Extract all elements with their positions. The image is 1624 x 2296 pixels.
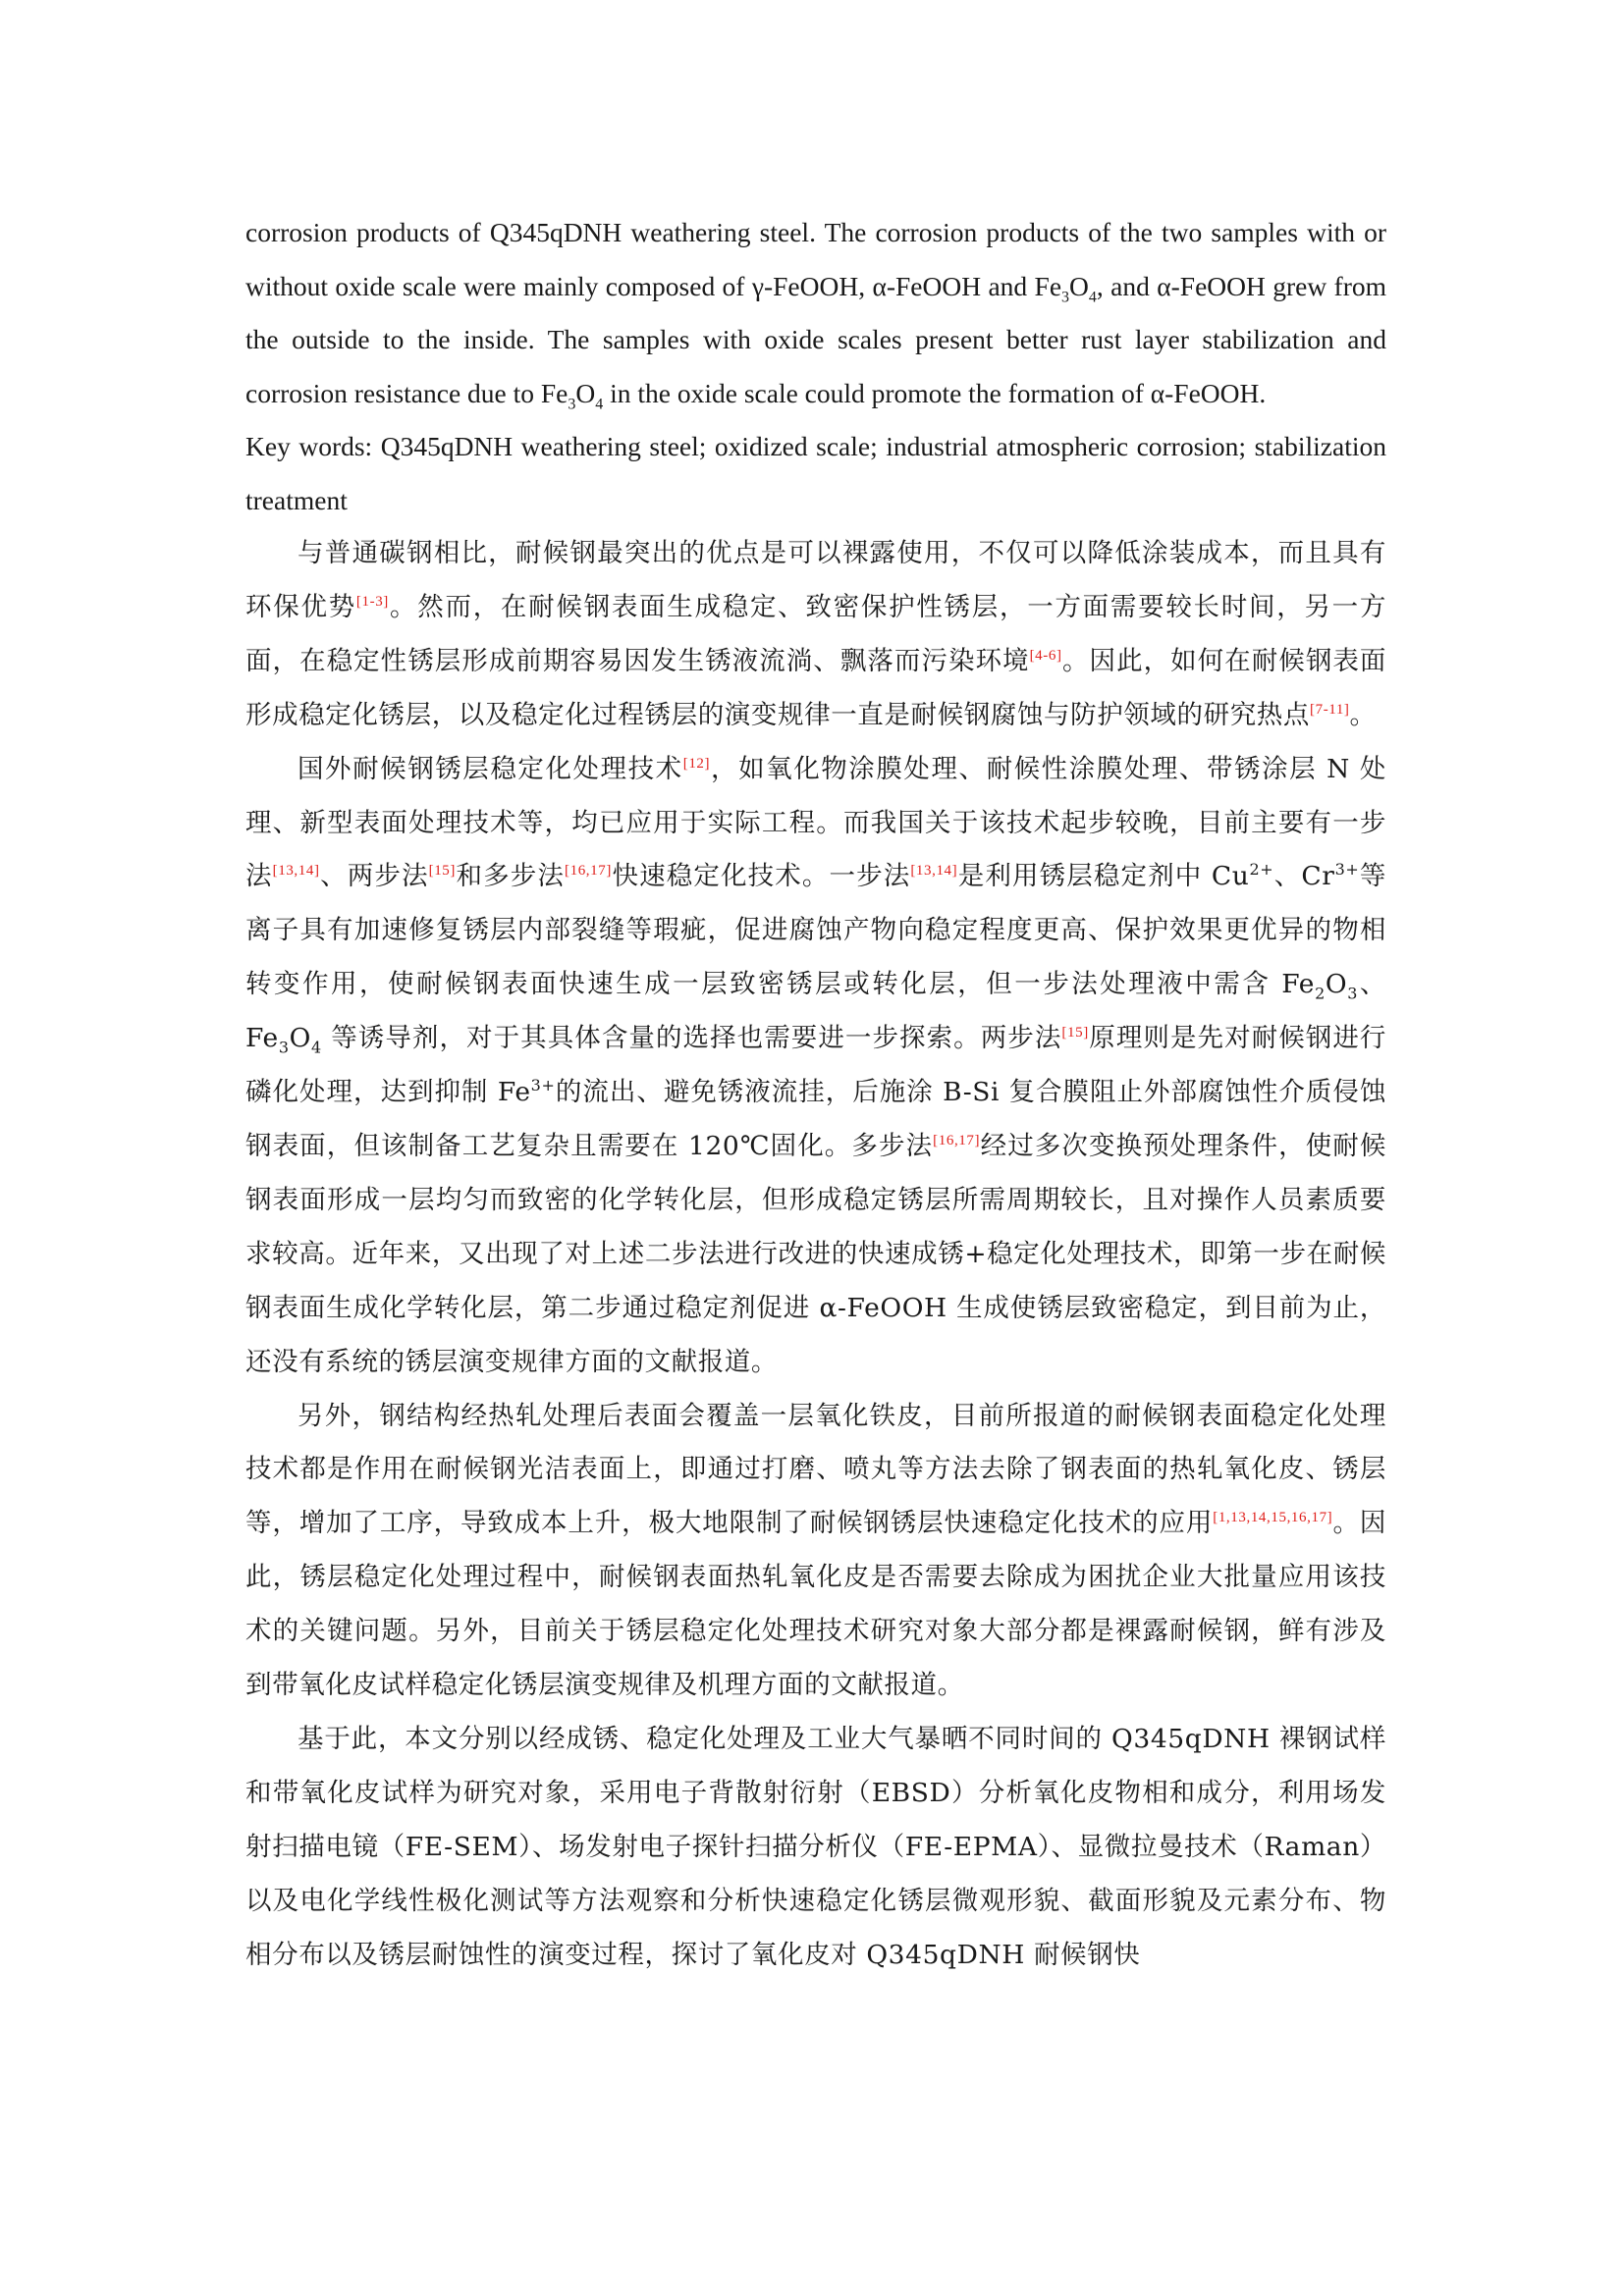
body-text: 与普通碳钢相比，耐候钢最突出的优点是可以裸露使用，不仅可以降低涂装成本，而且具有环保优势 xyxy=(245,538,1386,622)
abstract-text: O xyxy=(1069,270,1089,301)
body-text: 快速稳定化技术。一步法 xyxy=(611,861,911,892)
citation-ref[interactable]: [4-6] xyxy=(1029,647,1062,664)
body-text: 等诱导剂，对于其具体含量的选择也需要进一步探索。两步法 xyxy=(321,1023,1062,1054)
citation-ref[interactable]: [15] xyxy=(1061,1025,1089,1041)
superscript: 3+ xyxy=(530,1076,556,1095)
body-text: 。然而，在耐候钢表面生成稳定、致密保护性锈层，一方面需要较长时间，另一方面，在稳定性锈层形成前期容易因发生锈液流淌、飘落而污染环境 xyxy=(245,591,1386,676)
superscript: 2+ xyxy=(1249,860,1274,880)
body-text: 等离子具有加速修复锈层内部裂缝等瑕疵，促进腐蚀产物向稳定程度更高、保护效果更优异的物相转变作用，使耐候钢表面快速生成一层致密锈层或转化层，但一步法处理液中需含 Fe xyxy=(245,861,1386,1000)
body-text: 基于此，本文分别以经成锈、稳定化处理及工业大气暴晒不同时间的 Q345qDNH 裸钢试样和带氧化皮试样为研究对象，采用电子背散射衍射（EBSD）分析氧化皮物相和成分，利用场发射扫描电镜（FE-SEM）、场发射电子探针扫描分析仪（FE-EPMA）、显微拉曼技术（Raman）以及电化学线性极化测试等方法观察和分析快速稳定化锈层微观形貌、截面形貌及元素分布、物相分布以及锈层耐蚀性的演变过程，探讨了氧化皮对 Q345qDNH 耐候钢快 xyxy=(245,1723,1386,1970)
body-text: 和多步法 xyxy=(455,861,565,892)
citation-ref[interactable]: [16,17] xyxy=(933,1133,981,1149)
citation-ref[interactable]: [12] xyxy=(682,755,711,772)
citation-ref[interactable]: [1-3] xyxy=(355,594,389,611)
citation-ref[interactable]: [1,13,14,15,16,17] xyxy=(1213,1510,1333,1526)
body-text: O xyxy=(289,1023,311,1054)
abstract-text: , and α-FeOOH grew from the outside to the inside. The samples with oxide scales present better rust layer stabilization and corrosion resistance due to Fe xyxy=(245,270,1387,408)
body-text: 。 xyxy=(1349,699,1377,730)
abstract-tail xyxy=(245,206,1386,420)
keywords: Key words: Q345qDNH weathering steel; oxidized scale; industrial atmospheric corrosion; stabilization treatment xyxy=(245,431,1386,515)
intro-paragraph-2 xyxy=(245,743,1386,1390)
subscript: 3 xyxy=(1347,984,1358,1003)
citation-ref[interactable]: [7-11] xyxy=(1310,701,1350,718)
subscript: 4 xyxy=(310,1038,322,1057)
body-text: 、Cr xyxy=(1273,861,1335,892)
intro-paragraph-3 xyxy=(245,1390,1386,1713)
subscript: 2 xyxy=(1315,984,1326,1003)
body-text: 是利用锈层稳定剂中 Cu xyxy=(957,861,1250,892)
body-text: ，如氧化物涂膜处理、耐候性涂膜处理、带锈涂层 N 处理、新型表面处理技术等，均已应用于实际工程。而我国关于该技术起步较晚，目前主要有一步法 xyxy=(245,753,1387,892)
body-text: 另外，钢结构经热轧处理后表面会覆盖一层氧化铁皮，目前所报道的耐候钢表面稳定化处理技术都是作用在耐候钢光洁表面上，即通过打磨、喷丸等方法去除了钢表面的热轧氧化皮、锈层等，增加了工序，导致成本上升，极大地限制了耐候钢锈层快速稳定化技术的应用 xyxy=(245,1400,1386,1539)
subscript: 3 xyxy=(568,396,576,412)
page-body xyxy=(245,206,1386,1982)
body-text: 原理则是先对耐候钢进行磷化处理，达到抑制 Fe xyxy=(245,1023,1386,1108)
body-text: 。因此，锈层稳定化处理过程中，耐候钢表面热轧氧化皮是否需要去除成为困扰企业大批量应用该技术的关键问题。另外，目前关于锈层稳定化处理技术研究对象大部分都是裸露耐候钢，鲜有涉及到带氧化皮试样稳定化锈层演变规律及机理方面的文献报道。 xyxy=(245,1508,1386,1701)
abstract-text: corrosion products of Q345qDNH weathering steel. The corrosion products of the two samples with or without oxide scale were mainly composed of γ-FeOOH, α-FeOOH and Fe xyxy=(245,217,1386,301)
subscript: 4 xyxy=(595,396,604,412)
body-text: 国外耐候钢锈层稳定化处理技术 xyxy=(298,753,683,784)
intro-paragraph-1 xyxy=(245,527,1386,743)
citation-ref[interactable]: [15] xyxy=(428,863,456,880)
body-text: 、Fe xyxy=(245,969,1386,1054)
body-text: 的流出、避免锈液流挂，后施涂 B-Si 复合膜阻止外部腐蚀性介质侵蚀钢表面，但该制备工艺复杂且需要在 120℃固化。多步法 xyxy=(245,1077,1387,1161)
subscript: 3 xyxy=(1061,289,1070,305)
abstract-text: in the oxide scale could promote the formation of α-FeOOH. xyxy=(603,377,1267,408)
body-text: 。因此，如何在耐候钢表面形成稳定化锈层，以及稳定化过程锈层的演变规律一直是耐候钢腐蚀与防护领域的研究热点 xyxy=(245,645,1386,730)
subscript: 4 xyxy=(1088,289,1097,305)
citation-ref[interactable]: [13,14] xyxy=(272,863,320,880)
abstract-text: O xyxy=(575,377,596,408)
body-text: 、两步法 xyxy=(319,861,429,892)
intro-paragraph-4 xyxy=(245,1713,1386,1983)
citation-ref[interactable]: [16,17] xyxy=(565,863,612,880)
subscript: 3 xyxy=(278,1038,290,1057)
body-text: O xyxy=(1325,969,1348,1000)
citation-ref[interactable]: [13,14] xyxy=(910,863,958,880)
body-text: 经过多次变换预处理条件，使耐候钢表面形成一层均匀而致密的化学转化层，但形成稳定锈层所需周期较长，且对操作人员素质要求较高。近年来，又出现了对上述二步法进行改进的快速成锈+稳定化处理技术，即第一步在耐候钢表面生成化学转化层，第二步通过稳定剂促进 α-FeOOH 生成使锈层致密稳定，到目前为止，还没有系统的锈层演变规律方面的文献报道。 xyxy=(245,1130,1386,1377)
superscript: 3+ xyxy=(1334,860,1360,880)
